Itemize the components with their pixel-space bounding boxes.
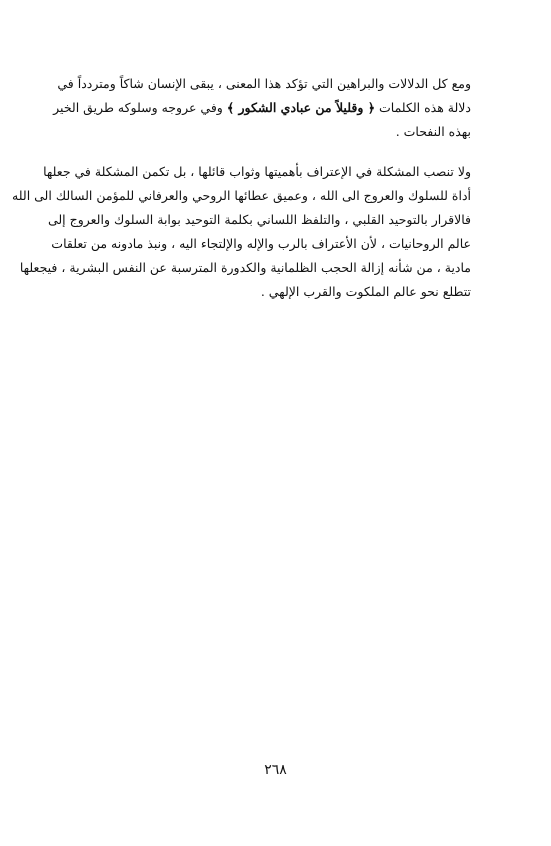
text-line: عالم الروحانيات ، لأن الأعتراف بالرب والإله والإلتجاء اليه ، ونبذ مادونه من تعلقات	[51, 236, 471, 251]
body-text	[12, 72, 471, 304]
paragraph-2	[12, 160, 471, 304]
paragraph-1	[53, 72, 471, 144]
text-line	[53, 96, 471, 120]
text-line: تتطلع نحو عالم الملكوت والقرب الإلهي .	[260, 284, 471, 299]
text-line: فالاقرار بالتوحيد القلبي ، والتلفظ اللساني بكلمة التوحيد بوابة السلوك والعروج إلى	[47, 212, 471, 227]
text-segment: دلالة هذه الكلمات	[375, 100, 471, 115]
paragraph-gap	[71, 144, 471, 160]
text-line: ومع كل الدلالات والبراهين التي تؤكد هذا المعنى ، يبقى الإنسان شاكاً ومتردداً في	[57, 76, 471, 91]
page-number: ٢٦٨	[264, 762, 287, 778]
text-line: ولا تنصب المشكلة في الإعتراف بأهميتها وثواب قائلها ، بل تكمن المشكلة في جعلها	[43, 164, 471, 179]
text-segment: وفي عروجه وسلوكه طريق الخير	[53, 100, 227, 115]
text-line: مادية ، من شأنه إزالة الحجب الظلمانية والكدورة المترسبة عن النفس البشرية ، فيجعلها	[19, 260, 471, 275]
quranic-quote: ﴿ وقليلاً من عبادي الشكور ﴾	[226, 100, 376, 115]
text-line: بهذه النفحات .	[395, 124, 471, 139]
text-line: أداة للسلوك والعروج الى الله ، وعميق عطائها الروحي والعرفاني للمؤمن السالك الى الله	[12, 188, 471, 203]
